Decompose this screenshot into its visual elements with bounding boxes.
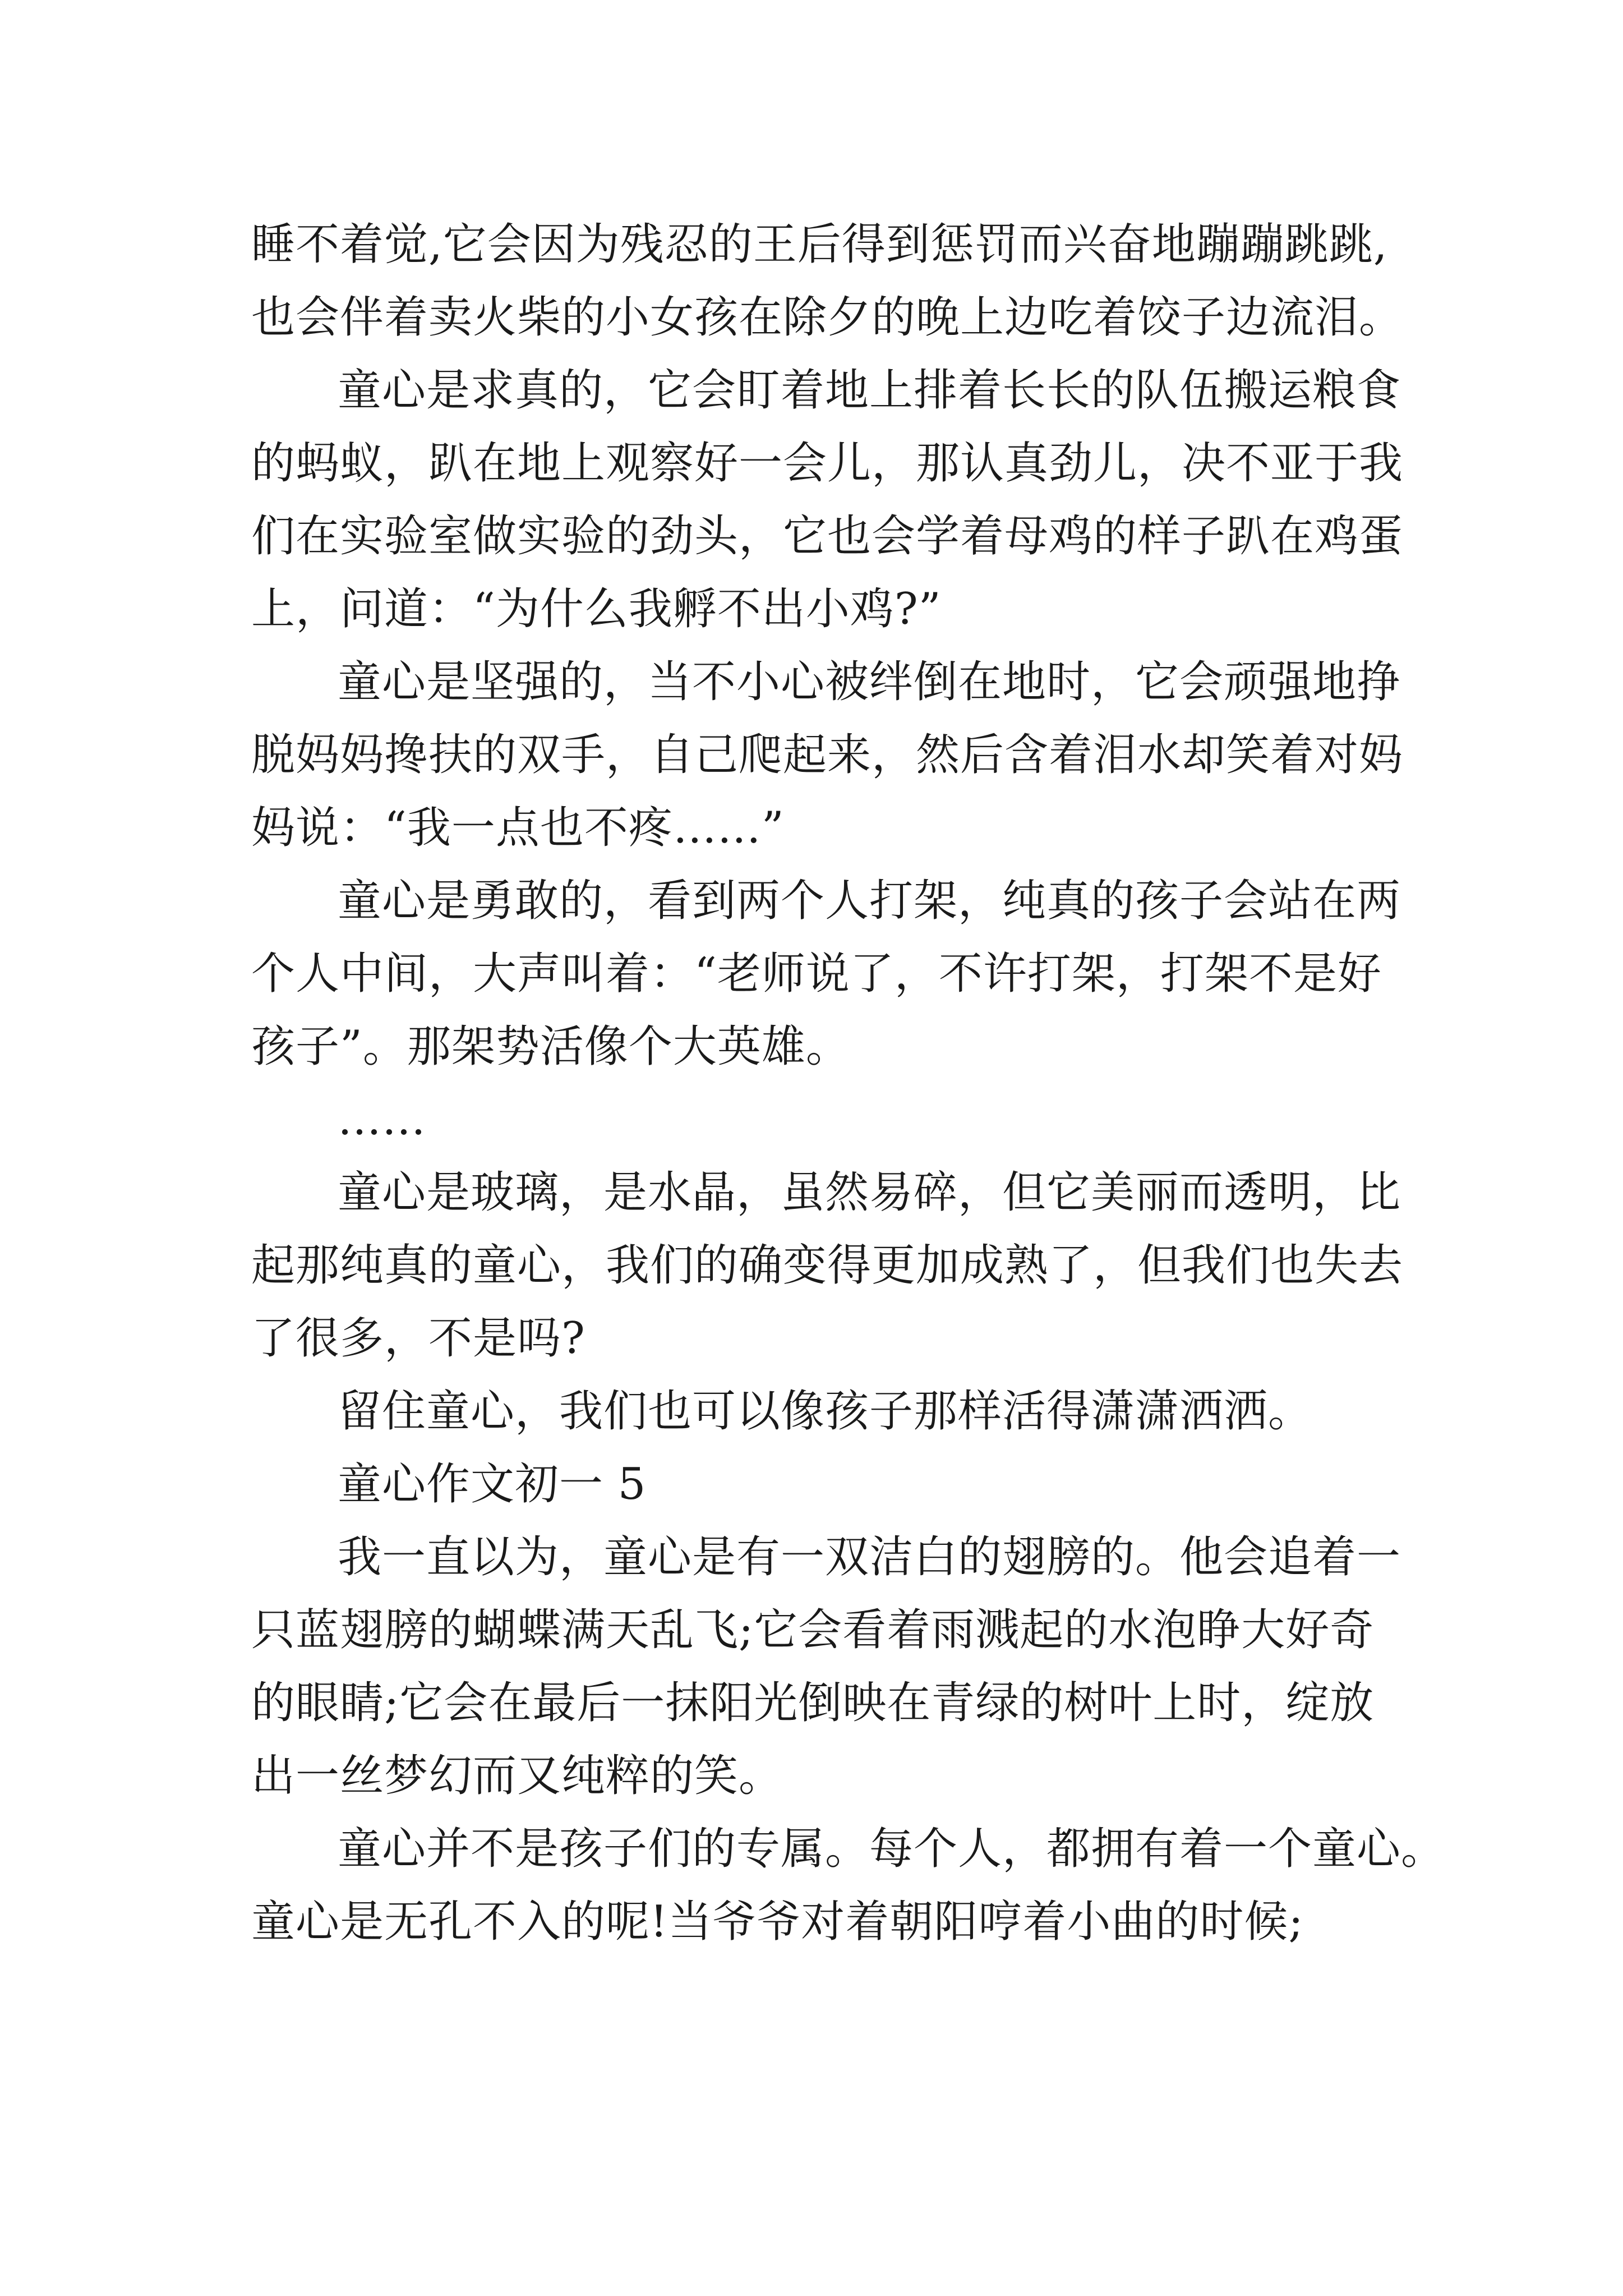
paragraph-start: 童心是玻璃，是水晶，虽然易碎，但它美丽而透明，比 — [338, 1167, 1401, 1218]
paragraph-start: 童心并不是孩子们的专属。每个人，都拥有着一个童心。 — [338, 1824, 1446, 1874]
text-line: 只蓝翅膀的蝴蝶满天乱飞;它会看着雨溅起的水泡睁大好奇 — [251, 1605, 1375, 1655]
text-line: 孩子”。那架势活像个大英雄。 — [251, 1022, 850, 1072]
paragraph-start: 童心是勇敢的，看到两个人打架，纯真的孩子会站在两 — [338, 876, 1401, 926]
text-line: 们在实验室做实验的劲头，它也会学着母鸡的样子趴在鸡蛋 — [251, 511, 1404, 562]
paragraph-start: 童心是坚强的，当不小心被绊倒在地时，它会顽强地挣 — [338, 657, 1401, 707]
ellipsis-line: …… — [338, 1094, 426, 1145]
text-line: 个人中间，大声叫着：“老师说了，不许打架，打架不是好 — [251, 949, 1382, 999]
text-line: 的眼睛;它会在最后一抹阳光倒映在青绿的树叶上时，绽放 — [251, 1678, 1375, 1728]
text-line: 脱妈妈搀扶的双手，自己爬起来，然后含着泪水却笑着对妈 — [251, 730, 1404, 780]
paragraph-start: 我一直以为，童心是有一双洁白的翅膀的。他会追着一 — [338, 1532, 1401, 1582]
paragraph-start: 留住童心，我们也可以像孩子那样活得潇潇洒洒。 — [338, 1386, 1313, 1437]
text-line: 童心是无孔不入的呢!当爷爷对着朝阳哼着小曲的时候; — [251, 1897, 1304, 1947]
text-line: 妈说：“我一点也不疼……” — [251, 803, 785, 853]
text-line: 也会伴着卖火柴的小女孩在除夕的晚上边吃着饺子边流泪。 — [251, 292, 1404, 343]
text-line: 出一丝梦幻而又纯粹的笑。 — [251, 1751, 783, 1801]
text-line: 起那纯真的童心，我们的确变得更加成熟了，但我们也失去 — [251, 1240, 1404, 1291]
paragraph-start: 童心是求真的，它会盯着地上排着长长的队伍搬运粮食 — [338, 365, 1401, 416]
text-line: 了很多，不是吗? — [251, 1313, 585, 1364]
text-line: 上，问道：“为什么我孵不出小鸡?” — [251, 584, 942, 634]
section-heading: 童心作文初一 5 — [338, 1459, 647, 1510]
text-line: 睡不着觉,它会因为残忍的王后得到惩罚而兴奋地蹦蹦跳跳, — [251, 219, 1388, 270]
text-line: 的蚂蚁，趴在地上观察好一会儿，那认真劲儿，决不亚于我 — [251, 438, 1404, 489]
